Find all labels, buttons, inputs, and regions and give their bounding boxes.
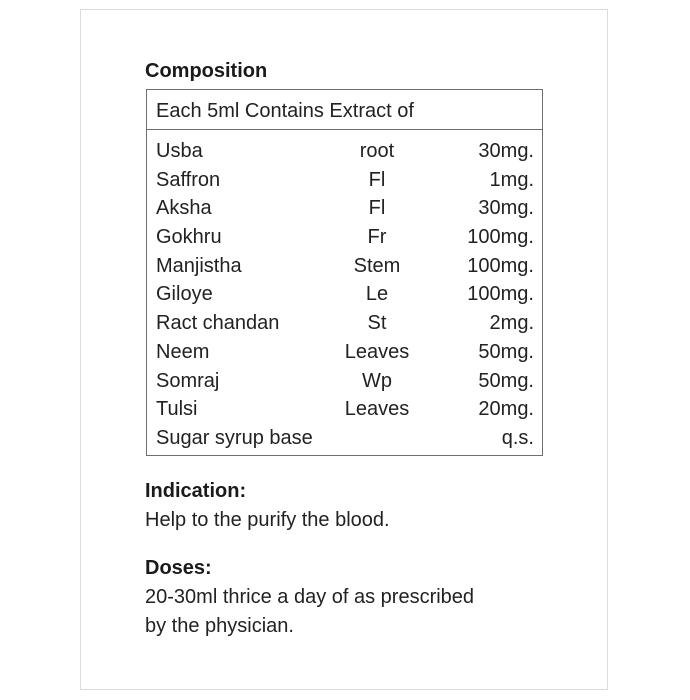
ingredient-name: Giloye: [156, 283, 213, 306]
ingredient-name: Gokhru: [156, 226, 222, 249]
ingredient-part: Wp: [362, 369, 392, 392]
ingredient-part: Stem: [353, 254, 401, 277]
composition-row: [147, 194, 542, 223]
ingredient-name: Neem: [156, 340, 210, 363]
ingredient-part: root: [359, 140, 395, 162]
ingredient-quantity: 2mg.: [489, 312, 534, 335]
ingredient-part: Leaves: [344, 340, 410, 363]
ingredient-quantity: 50mg.: [478, 340, 534, 363]
ingredient-name: Tulsi: [156, 398, 198, 421]
composition-row: [147, 395, 542, 424]
ingredient-name: Saffron: [156, 168, 221, 191]
ingredient-name: Ract chandan: [156, 312, 280, 335]
indication-title: Indication:: [145, 480, 247, 502]
ingredient-quantity: 1mg.: [489, 168, 534, 191]
composition-row: [147, 223, 542, 252]
ingredient-quantity: 100mg.: [467, 254, 534, 277]
ingredient-part: Fr: [367, 226, 387, 249]
composition-table: [146, 89, 543, 456]
composition-row: [147, 252, 542, 281]
composition-row: [147, 367, 542, 396]
ingredient-name: Somraj: [156, 369, 220, 392]
ingredient-part: Fl: [368, 168, 386, 191]
doses-text-line2: by the physician.: [145, 615, 294, 637]
composition-row: [147, 338, 542, 367]
ingredient-quantity: 100mg.: [467, 283, 534, 306]
indication-text: Help to the purify the blood.: [145, 509, 390, 531]
ingredient-quantity: q.s.: [501, 426, 534, 449]
composition-rows: [147, 130, 542, 453]
doses-text-line1: 20-30ml thrice a day of as prescribed: [145, 586, 475, 608]
doses-title: Doses:: [145, 557, 212, 579]
ingredient-quantity: 30mg.: [478, 197, 534, 220]
composition-row: [147, 166, 542, 195]
ingredient-name: Manjistha: [156, 254, 242, 277]
composition-row: [147, 137, 542, 166]
ingredient-part: Le: [365, 283, 389, 306]
ingredient-name: Usba: [156, 140, 203, 162]
ingredient-quantity: 30mg.: [478, 140, 534, 162]
ingredient-quantity: 100mg.: [467, 226, 534, 249]
ingredient-quantity: 20mg.: [478, 398, 534, 421]
ingredient-name: Aksha: [156, 197, 212, 220]
composition-row: [147, 424, 542, 453]
composition-table-header: Each 5ml Contains Extract of: [147, 90, 542, 130]
ingredient-part: St: [367, 312, 387, 335]
ingredient-part: Fl: [368, 197, 386, 220]
ingredient-quantity: 50mg.: [478, 369, 534, 392]
composition-row: [147, 280, 542, 309]
composition-title: Composition: [145, 60, 268, 82]
ingredient-part: Leaves: [344, 398, 410, 421]
composition-row: [147, 309, 542, 338]
ingredient-name: Sugar syrup base: [156, 426, 313, 449]
